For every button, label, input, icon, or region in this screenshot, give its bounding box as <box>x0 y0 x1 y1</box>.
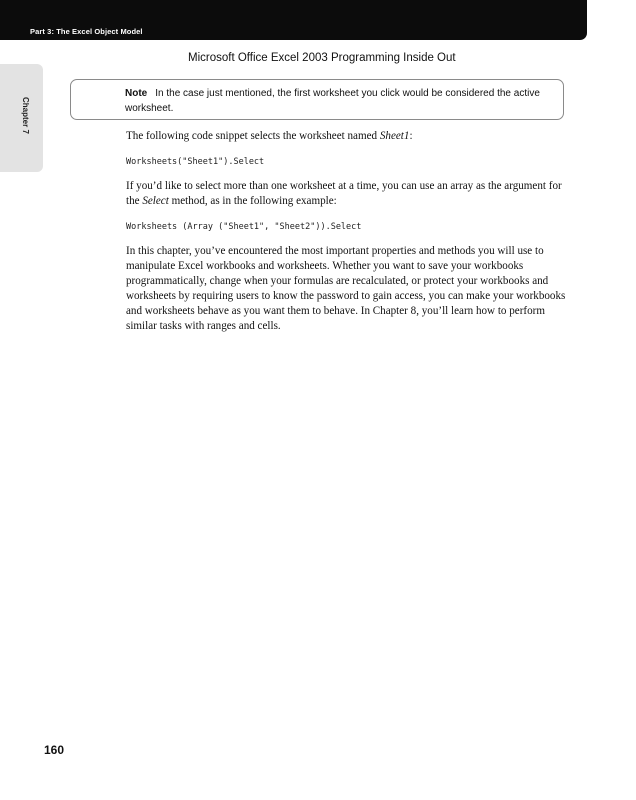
paragraph-array <box>126 179 566 209</box>
paragraph-intro <box>126 129 566 144</box>
chapter-tab-label: Chapter 7 <box>21 97 30 134</box>
note-label: Note <box>125 88 148 99</box>
paragraph-array-text: If you’d like to select more than one worksheet at a time, you can use an array as the argument for the <box>126 180 562 207</box>
paragraph-array-end: method, as in the following example: <box>168 195 337 207</box>
paragraph-intro-emphasis: Sheet1 <box>379 130 410 142</box>
paragraph-intro-end: : <box>409 130 413 142</box>
note-content <box>125 86 557 116</box>
code-snippet-select-sheet: Worksheets("Sheet1").Select <box>126 157 265 167</box>
book-title: Microsoft Office Excel 2003 Programming Inside Out <box>188 52 456 64</box>
running-header-part-label: Part 3: The Excel Object Model <box>30 27 143 36</box>
code-snippet-select-array: Worksheets (Array ("Sheet1", "Sheet2")).Select <box>126 222 362 232</box>
paragraph-array-emphasis: Select <box>142 195 169 207</box>
running-header-bar <box>0 0 587 40</box>
paragraph-summary: In this chapter, you’ve encountered the most important properties and methods you will use to manipulate Excel workbooks and worksheets. Whether you want to save your workbooks programmatically, change when your formulas are recalculated, or protect your workbooks and worksheets by requiring users to know the password to gain access, you can make your workbooks and worksheets behave as you want them to behave. In Chapter 8, you’ll learn how to perform similar tasks with ranges and cells. <box>126 245 566 332</box>
page-number: 160 <box>44 743 65 757</box>
note-box <box>70 79 564 120</box>
paragraph-intro-text: The following code snippet selects the worksheet named <box>126 130 380 142</box>
note-text: In the case just mentioned, the first worksheet you click would be considered the active worksheet. <box>125 88 540 114</box>
